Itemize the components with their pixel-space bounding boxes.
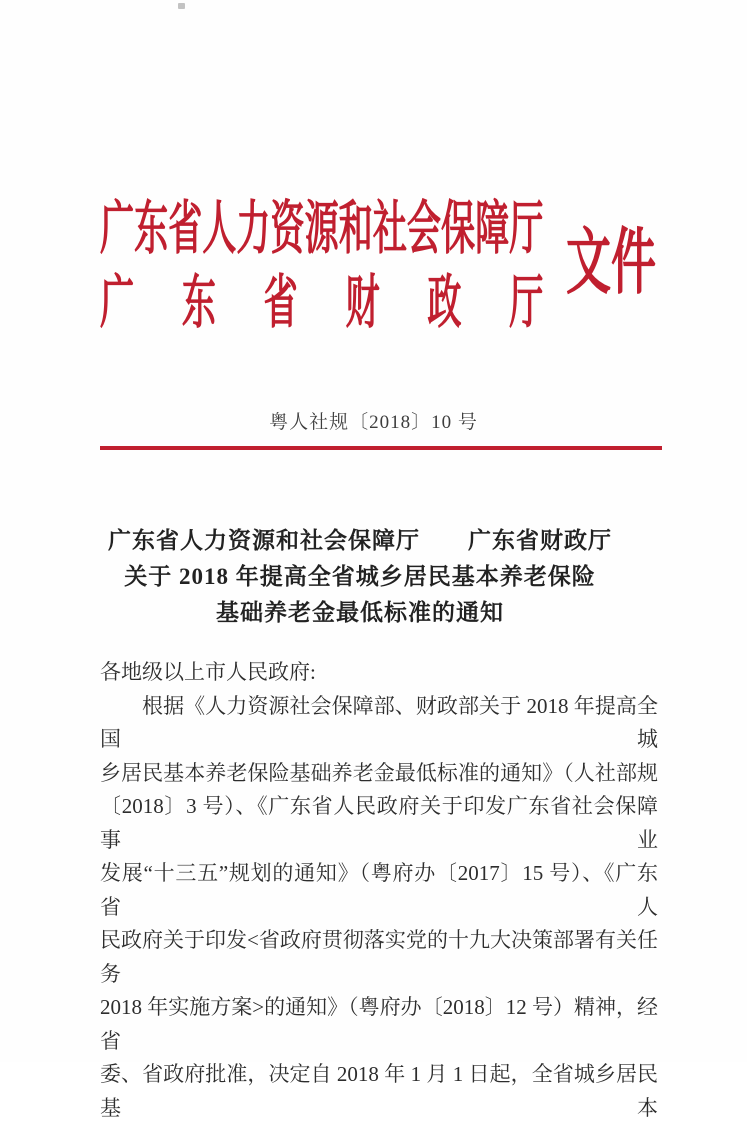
body-text-line: 民政府关于印发<省政府贯彻落实党的十九大决策部署有关任务 [100, 928, 658, 986]
document-title-line3: 基础养老金最低标准的通知 [216, 600, 504, 625]
document-title-line2: 关于 2018 年提高全省城乡居民基本养老保险 [124, 564, 596, 589]
scan-artifact [178, 3, 185, 9]
body-text-line: 根据《人力资源社会保障部、财政部关于 2018 年提高全国城 [100, 693, 658, 751]
document-body [100, 656, 658, 1125]
body-text-line: 〔2018〕3 号）、《广东省人民政府关于印发广东省社会保障事业 [100, 794, 658, 852]
salutation-line: 各地级以上市人民政府: [100, 660, 316, 684]
letterhead-agency-line2: 广 东 省 财 政 厅 [100, 270, 544, 335]
body-text-line: 委、省政府批准，决定自 2018 年 1 月 1 日起，全省城乡居民基本 [100, 1062, 658, 1120]
body-text-line: 乡居民基本养老保险基础养老金最低标准的通知》（人社部规 [100, 760, 658, 785]
document-title [81, 523, 639, 631]
letterhead-doc-type-label: 文件 [566, 223, 657, 303]
body-text-line: 2018 年实施方案>的通知》（粤府办〔2018〕12 号）精神，经省 [100, 995, 658, 1053]
body-text-line: 发展“十三五”规划的通知》（粤府办〔2017〕15 号）、《广东省人 [100, 861, 658, 919]
letterhead-agency-line1: 广东省人力资源和社会保障厅 [100, 196, 544, 261]
document-number: 粤人社规〔2018〕10 号 [269, 412, 478, 433]
document-title-line1: 广东省人力资源和社会保障厅 广东省财政厅 [108, 528, 612, 553]
letterhead-divider-rule [100, 446, 662, 450]
